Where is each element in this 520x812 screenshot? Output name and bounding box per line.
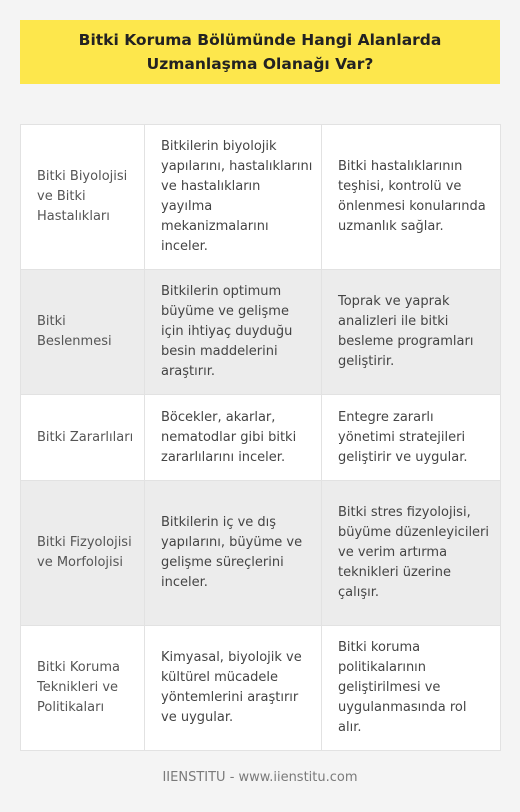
area-cell: Bitki Fizyolojisi ve Morfolojisi [21, 481, 145, 626]
area-cell: Bitki Zararlıları [21, 395, 145, 481]
focus-cell: Bitkilerin optimum büyüme ve gelişme için ihtiyaç duyduğu besin maddelerini araştırır. [145, 270, 322, 395]
footer-credit: IIENSTITU - www.iienstitu.com [162, 770, 358, 785]
outcome-cell: Bitki koruma politikalarının geliştirilmesi ve uygulanmasında rol alır. [322, 626, 501, 751]
outcome-cell: Entegre zararlı yönetimi stratejileri geliştirir ve uygular. [322, 395, 501, 481]
outcome-cell: Bitki stres fizyolojisi, büyüme düzenleyicileri ve verim artırma teknikleri üzerine çalışır. [322, 481, 501, 626]
specialization-table [20, 124, 501, 751]
outcome-cell: Bitki hastalıklarının teşhisi, kontrolü ve önlenmesi konularında uzmanlık sağlar. [322, 125, 501, 270]
focus-cell: Böcekler, akarlar, nematodlar gibi bitki zararlılarını inceler. [145, 395, 322, 481]
table-row [21, 125, 501, 270]
area-cell: Bitki Koruma Teknikleri ve Politikaları [21, 626, 145, 751]
table-row [21, 270, 501, 395]
focus-cell: Bitkilerin iç ve dış yapılarını, büyüme ve gelişme süreçlerini inceler. [145, 481, 322, 626]
area-cell: Bitki Biyolojisi ve Bitki Hastalıkları [21, 125, 145, 270]
table-row [21, 481, 501, 626]
outcome-cell: Toprak ve yaprak analizleri ile bitki besleme programları geliştirir. [322, 270, 501, 395]
focus-cell: Kimyasal, biyolojik ve kültürel mücadele yöntemlerini araştırır ve uygular. [145, 626, 322, 751]
title-banner [20, 20, 500, 84]
area-cell: Bitki Beslenmesi [21, 270, 145, 395]
table-row [21, 395, 501, 481]
focus-cell: Bitkilerin biyolojik yapılarını, hastalıklarını ve hastalıkların yayılma mekanizmalarını inceler. [145, 125, 322, 270]
page-title: Bitki Koruma Bölümünde Hangi Alanlarda Uzmanlaşma Olanağı Var? [78, 31, 442, 73]
table-row [21, 626, 501, 751]
